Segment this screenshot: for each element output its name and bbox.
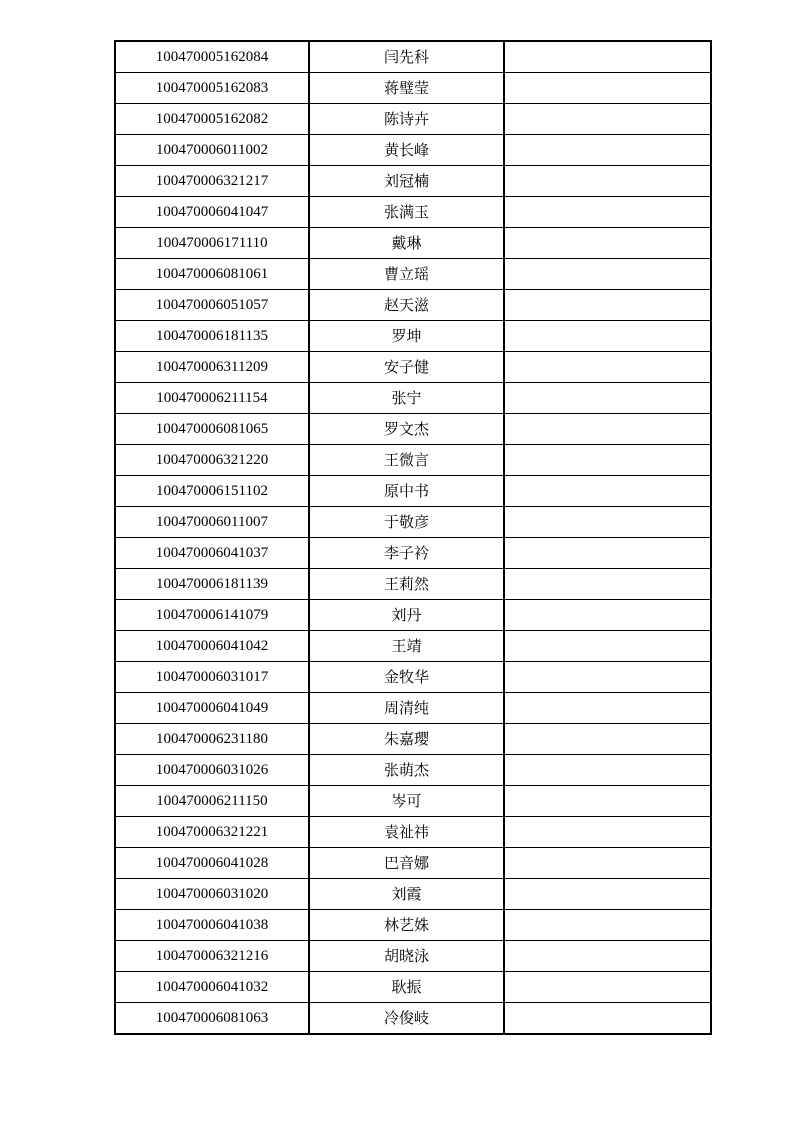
note-cell [504,662,711,693]
exam-id-cell: 100470006051057 [115,290,309,321]
name-cell: 王靖 [309,631,504,662]
note-cell [504,383,711,414]
note-cell [504,73,711,104]
exam-id-cell: 100470006031017 [115,662,309,693]
name-cell: 于敬彦 [309,507,504,538]
table-row [115,445,711,476]
name-cell: 冷俊岐 [309,1003,504,1035]
table-row [115,817,711,848]
exam-id-cell: 100470006181135 [115,321,309,352]
name-cell: 闫先科 [309,41,504,73]
table-row [115,693,711,724]
note-cell [504,569,711,600]
name-cell: 刘霞 [309,879,504,910]
name-cell: 赵天滋 [309,290,504,321]
note-cell [504,352,711,383]
note-cell [504,538,711,569]
exam-id-cell: 100470006081065 [115,414,309,445]
note-cell [504,476,711,507]
name-cell: 王莉然 [309,569,504,600]
note-cell [504,600,711,631]
name-cell: 罗坤 [309,321,504,352]
name-cell: 耿振 [309,972,504,1003]
exam-id-cell: 100470006151102 [115,476,309,507]
note-cell [504,166,711,197]
note-cell [504,290,711,321]
name-cell: 金牧华 [309,662,504,693]
exam-id-cell: 100470006321216 [115,941,309,972]
table-row [115,135,711,166]
name-cell: 刘丹 [309,600,504,631]
note-cell [504,755,711,786]
table-row [115,290,711,321]
table-row [115,166,711,197]
table-row [115,941,711,972]
exam-id-cell: 100470006321220 [115,445,309,476]
table-row [115,569,711,600]
note-cell [504,104,711,135]
name-cell: 张满玉 [309,197,504,228]
roster-table [114,40,712,1035]
exam-id-cell: 100470005162083 [115,73,309,104]
exam-id-cell: 100470006321217 [115,166,309,197]
name-cell: 张萌杰 [309,755,504,786]
name-cell: 林艺姝 [309,910,504,941]
exam-id-cell: 100470006041042 [115,631,309,662]
note-cell [504,259,711,290]
note-cell [504,631,711,662]
name-cell: 黄长峰 [309,135,504,166]
table-row [115,321,711,352]
note-cell [504,228,711,259]
table-row [115,104,711,135]
note-cell [504,724,711,755]
name-cell: 戴琳 [309,228,504,259]
exam-id-cell: 100470006321221 [115,817,309,848]
table-row [115,507,711,538]
name-cell: 袁祉祎 [309,817,504,848]
exam-id-cell: 100470006171110 [115,228,309,259]
exam-id-cell: 100470005162082 [115,104,309,135]
exam-id-cell: 100470006041032 [115,972,309,1003]
name-cell: 朱嘉璎 [309,724,504,755]
exam-id-cell: 100470006031020 [115,879,309,910]
table-row [115,41,711,73]
note-cell [504,41,711,73]
table-row [115,848,711,879]
name-cell: 刘冠楠 [309,166,504,197]
note-cell [504,445,711,476]
name-cell: 王微言 [309,445,504,476]
exam-id-cell: 100470006311209 [115,352,309,383]
name-cell: 安子健 [309,352,504,383]
note-cell [504,414,711,445]
exam-id-cell: 100470006041047 [115,197,309,228]
table-row [115,476,711,507]
note-cell [504,135,711,166]
name-cell: 胡晓泳 [309,941,504,972]
table-row [115,786,711,817]
note-cell [504,321,711,352]
table-row [115,73,711,104]
name-cell: 蒋璧莹 [309,73,504,104]
table-row [115,1003,711,1035]
name-cell: 岑可 [309,786,504,817]
exam-id-cell: 100470006041038 [115,910,309,941]
table-row [115,383,711,414]
name-cell: 李子衿 [309,538,504,569]
exam-id-cell: 100470006081063 [115,1003,309,1035]
note-cell [504,848,711,879]
roster-table-body [115,41,711,1034]
exam-id-cell: 100470006211154 [115,383,309,414]
note-cell [504,197,711,228]
table-row [115,910,711,941]
name-cell: 曹立瑶 [309,259,504,290]
table-row [115,724,711,755]
table-row [115,197,711,228]
name-cell: 陈诗卉 [309,104,504,135]
table-row [115,879,711,910]
table-row [115,600,711,631]
note-cell [504,972,711,1003]
exam-id-cell: 100470006211150 [115,786,309,817]
exam-id-cell: 100470006031026 [115,755,309,786]
table-row [115,755,711,786]
table-row [115,414,711,445]
table-row [115,352,711,383]
note-cell [504,1003,711,1035]
note-cell [504,879,711,910]
note-cell [504,941,711,972]
exam-id-cell: 100470006081061 [115,259,309,290]
table-row [115,228,711,259]
note-cell [504,910,711,941]
exam-id-cell: 100470006011002 [115,135,309,166]
table-row [115,538,711,569]
exam-id-cell: 100470006011007 [115,507,309,538]
table-row [115,631,711,662]
exam-id-cell: 100470006041037 [115,538,309,569]
note-cell [504,817,711,848]
name-cell: 巴音娜 [309,848,504,879]
exam-id-cell: 100470005162084 [115,41,309,73]
note-cell [504,693,711,724]
exam-id-cell: 100470006181139 [115,569,309,600]
table-row [115,259,711,290]
exam-id-cell: 100470006231180 [115,724,309,755]
exam-id-cell: 100470006141079 [115,600,309,631]
name-cell: 罗文杰 [309,414,504,445]
exam-id-cell: 100470006041049 [115,693,309,724]
note-cell [504,786,711,817]
note-cell [504,507,711,538]
name-cell: 原中书 [309,476,504,507]
exam-id-cell: 100470006041028 [115,848,309,879]
name-cell: 张宁 [309,383,504,414]
name-cell: 周清纯 [309,693,504,724]
table-row [115,662,711,693]
table-row [115,972,711,1003]
